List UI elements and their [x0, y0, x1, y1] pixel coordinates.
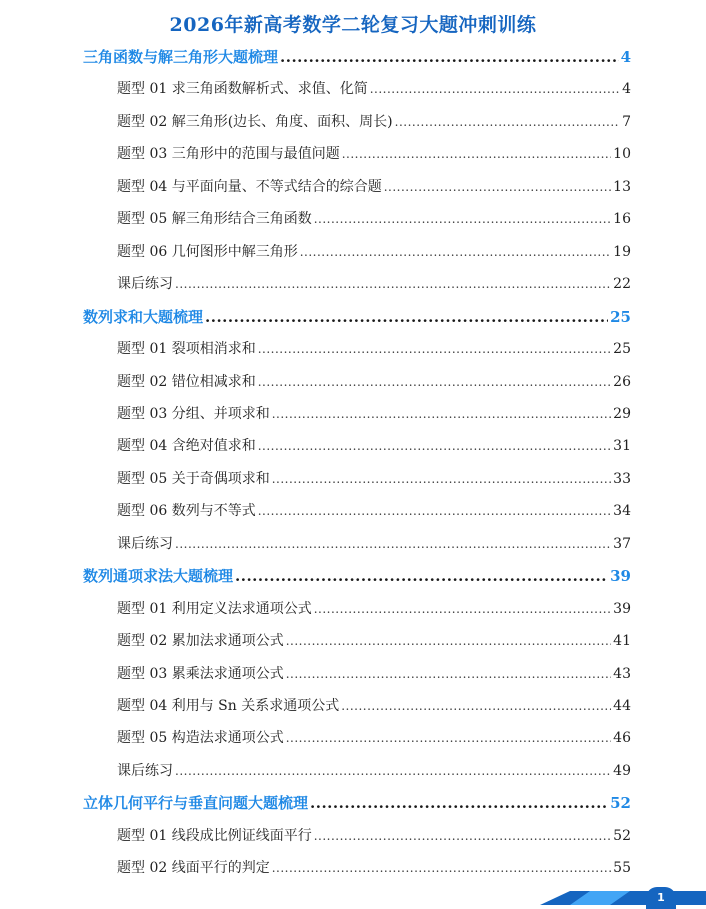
toc-item[interactable] [117, 663, 631, 683]
toc-page-number: 46 [613, 730, 631, 747]
toc-page-number: 22 [613, 276, 631, 293]
toc-item[interactable] [117, 338, 631, 358]
toc-entry-title: 课后练习 [117, 276, 173, 293]
toc-entry-title: 题型 02 累加法求通项公式 [117, 633, 284, 650]
toc-item[interactable] [117, 695, 631, 715]
toc-page-number: 4 [622, 81, 631, 98]
toc-page-number: 33 [613, 470, 631, 487]
toc-item[interactable] [117, 727, 631, 747]
toc-item[interactable] [117, 143, 631, 163]
toc-entry-title: 题型 05 关于奇偶项求和 [117, 470, 270, 487]
toc-page-number: 4 [620, 48, 631, 66]
toc-item[interactable] [117, 208, 631, 228]
toc-page-number: 52 [613, 827, 631, 844]
toc-entry-title: 课后练习 [117, 762, 173, 779]
toc-page-number: 31 [613, 438, 631, 455]
toc-page-number: 13 [613, 178, 631, 195]
toc-entry-title: 题型 01 线段成比例证线面平行 [117, 827, 312, 844]
dot-leader [314, 602, 611, 616]
toc-entry-title: 题型 03 累乘法求通项公式 [117, 665, 284, 682]
dot-leader [370, 82, 620, 96]
toc-item[interactable] [117, 176, 631, 196]
dot-leader [314, 212, 611, 226]
toc-item[interactable] [117, 371, 631, 391]
toc-item[interactable] [117, 598, 631, 618]
dot-leader [314, 829, 611, 843]
toc-entry-title: 数列通项求法大题梳理 [83, 567, 234, 586]
footer-decoration [540, 891, 706, 905]
toc-entry-title: 题型 03 三角形中的范围与最值问题 [117, 146, 340, 163]
toc-page-number: 44 [613, 698, 631, 714]
dot-leader [235, 567, 608, 585]
toc-entry-title: 数列求和大题梳理 [83, 307, 204, 326]
dot-leader [258, 375, 611, 389]
toc-section[interactable] [83, 306, 631, 327]
toc-page-number: 39 [613, 600, 631, 617]
dot-leader [310, 794, 608, 812]
toc-entry-title: 立体几何平行与垂直问题大题梳理 [83, 794, 309, 813]
toc-item[interactable] [117, 111, 631, 131]
toc-item[interactable] [117, 533, 631, 553]
toc-page-number: 37 [613, 535, 631, 552]
dot-leader [286, 667, 611, 681]
dot-leader [286, 731, 611, 745]
toc-entry-title: 课后练习 [117, 535, 173, 552]
toc-item[interactable] [117, 241, 631, 261]
toc-entry-title: 题型 02 解三角形(边长、角度、面积、周长) [117, 113, 393, 130]
toc-item[interactable] [117, 760, 631, 780]
toc-entry-title: 题型 04 利用与 Sn 关系求通项公式 [117, 698, 340, 714]
toc-page-number: 49 [613, 762, 631, 779]
toc-page-number: 29 [613, 405, 631, 422]
toc-page-number: 25 [613, 341, 631, 358]
dot-leader [258, 504, 611, 518]
toc-section[interactable] [83, 792, 631, 813]
document-title: 2026年新高考数学二轮复习大题冲刺训练 [169, 14, 537, 36]
toc-entry-title: 题型 06 几何图形中解三角形 [117, 243, 298, 260]
toc-entry-title: 题型 04 含绝对值求和 [117, 438, 256, 455]
toc-item[interactable] [117, 78, 631, 98]
dot-leader [300, 245, 611, 259]
dot-leader [280, 48, 619, 66]
toc-page-number: 10 [613, 146, 631, 163]
toc-item[interactable] [117, 468, 631, 488]
toc-entry-title: 题型 01 裂项相消求和 [117, 341, 256, 358]
dot-leader [175, 277, 611, 291]
toc-page-number: 25 [610, 307, 631, 326]
toc-entry-title: 题型 01 利用定义法求通项公式 [117, 600, 312, 617]
dot-leader [342, 147, 611, 161]
dot-leader [395, 115, 620, 129]
dot-leader [272, 861, 611, 875]
toc-entry-title: 题型 05 构造法求通项公式 [117, 730, 284, 747]
page-number-badge: 1 [646, 887, 676, 909]
dot-leader [341, 699, 611, 713]
toc-item[interactable] [117, 500, 631, 520]
toc-entry-title: 题型 01 求三角函数解析式、求值、化简 [117, 81, 368, 98]
dot-leader [258, 342, 611, 356]
toc-page-number: 39 [610, 567, 631, 586]
dot-leader [205, 308, 608, 326]
dot-leader [286, 634, 611, 648]
toc-entry-title: 题型 02 线面平行的判定 [117, 860, 270, 877]
dot-leader [175, 764, 611, 778]
toc-page-number: 7 [622, 113, 631, 130]
toc-item[interactable] [117, 857, 631, 877]
dot-leader [272, 407, 611, 421]
toc-page-number: 52 [610, 794, 631, 813]
toc-entry-title: 题型 06 数列与不等式 [117, 503, 256, 520]
toc-entry-title: 题型 03 分组、并项求和 [117, 405, 270, 422]
toc-page-number: 19 [613, 243, 631, 260]
toc-page-number: 43 [613, 665, 631, 682]
toc-item[interactable] [117, 630, 631, 650]
toc-page-number: 41 [613, 633, 631, 650]
dot-leader [258, 439, 611, 453]
toc-page-number: 26 [613, 373, 631, 390]
toc-entry-title: 题型 02 错位相减求和 [117, 373, 256, 390]
toc-item[interactable] [117, 273, 631, 293]
toc-item[interactable] [117, 403, 631, 423]
dot-leader [384, 180, 611, 194]
toc-item[interactable] [117, 825, 631, 845]
dot-leader [272, 472, 611, 486]
toc-entry-title: 题型 04 与平面向量、不等式结合的综合题 [117, 178, 382, 195]
toc-page-number: 16 [613, 211, 631, 228]
toc-section[interactable] [83, 46, 631, 67]
toc-page-number: 55 [613, 860, 631, 877]
toc-entry-title: 题型 05 解三角形结合三角函数 [117, 211, 312, 228]
toc-section[interactable] [83, 565, 631, 586]
toc-item[interactable] [117, 435, 631, 455]
dot-leader [175, 537, 611, 551]
toc-page-number: 34 [613, 503, 631, 520]
toc-entry-title: 三角函数与解三角形大题梳理 [83, 48, 279, 66]
